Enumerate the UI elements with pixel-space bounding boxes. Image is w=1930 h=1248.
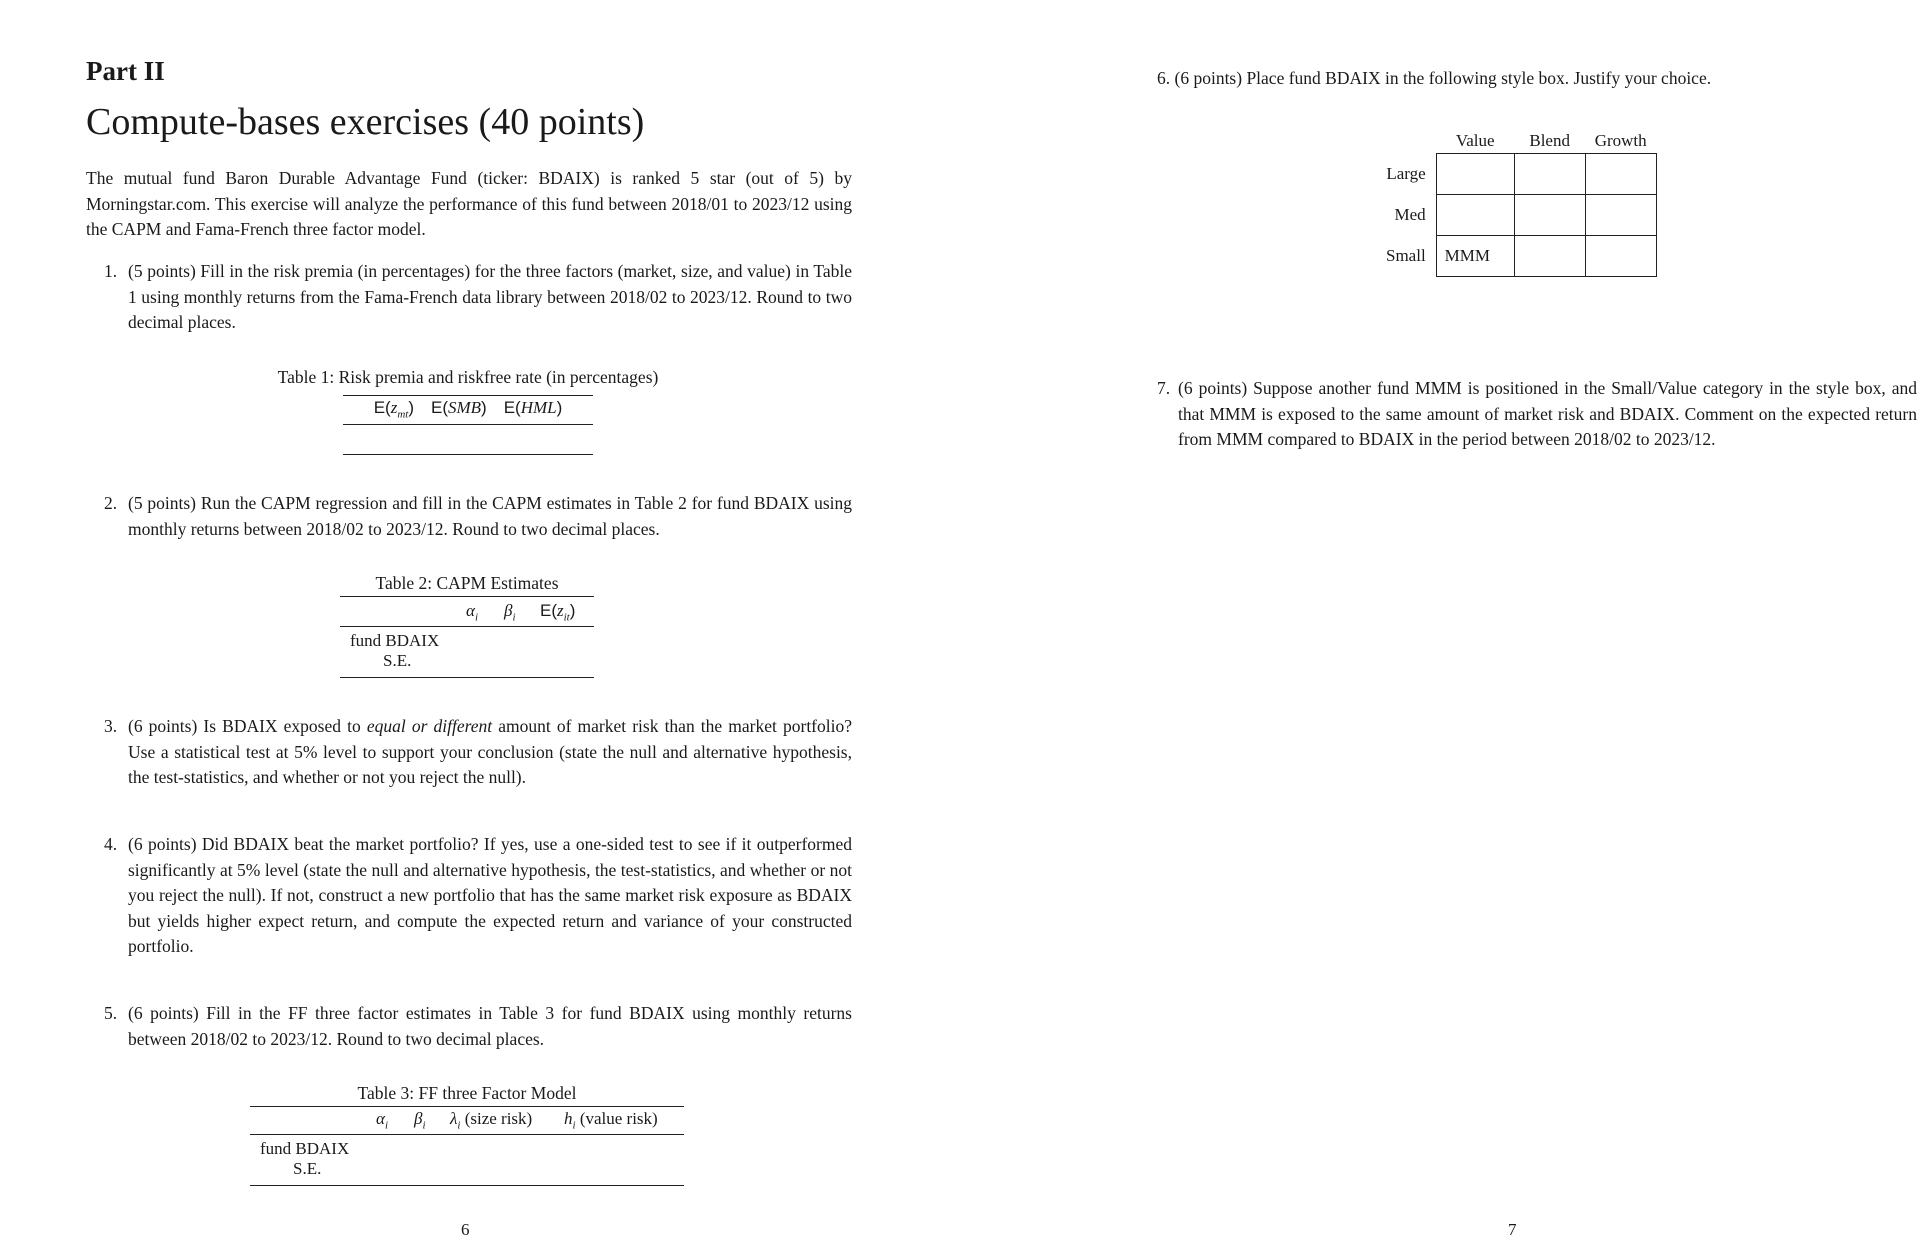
style-box-row-med — [1385, 195, 1656, 236]
table-3-header-alpha: $\alpha_i$ — [376, 1109, 388, 1132]
question-7-number: 7. — [1157, 378, 1171, 398]
table-3-top-rule — [250, 1106, 684, 1107]
question-3-text: (6 points) Is BDAIX exposed to equal or different amount of market risk than the market portfolio? Use a statistical test at 5% level to support your conclusion (state the null and alternative hypothesis, the test-statistics, and whether or not you reject the null). — [128, 716, 852, 787]
table-3-row-se: S.E. — [293, 1159, 322, 1178]
right-page — [965, 0, 1930, 1248]
question-7 — [1157, 376, 1917, 453]
question-3-number: 3. — [104, 716, 118, 736]
style-box-col-value: Value — [1455, 131, 1495, 150]
style-box-cell — [1514, 236, 1585, 277]
table-3-header-lambda: $\lambda_i$ (size risk) — [450, 1109, 533, 1132]
question-1 — [104, 259, 852, 336]
style-box-row-label: Small — [1386, 246, 1426, 265]
question-4-text: (6 points) Did BDAIX beat the market portfolio? If yes, use a one-sided test to see if it outperformed significantly at 5% level (state the null and alternative hypothesis, the test-statistics, and whether or not you reject the null). If not, construct a new portfolio that has the same market risk exposure as BDAIX but yields higher expect return, and compute the expected return and variance of your constructed portfolio. — [128, 834, 852, 956]
question-7-text: (6 points) Suppose another fund MMM is positioned in the Small/Value category in the style box, and that MMM is exposed to the same amount of market risk and BDAIX. Comment on the expected return from MMM compared to BDAIX in the period between 2018/02 to 2023/12. — [1178, 378, 1917, 449]
table-1-header-market: $E(z_{mt})$ — [373, 398, 414, 421]
table-1-header-smb: E(SMB) — [431, 398, 487, 417]
question-4 — [104, 832, 852, 960]
question-4-number: 4. — [104, 834, 118, 854]
page-number-right: 7 — [1508, 1220, 1517, 1239]
style-box — [1385, 129, 1657, 277]
question-5 — [104, 1001, 852, 1052]
style-box-cell — [1585, 195, 1656, 236]
style-box-col-blend: Blend — [1529, 131, 1570, 150]
table-1-header — [343, 398, 593, 420]
table-3-header-beta: $\beta_i$ — [414, 1109, 426, 1132]
style-box-row-small — [1385, 236, 1656, 277]
question-2-number: 2. — [104, 493, 118, 513]
question-5-number: 5. — [104, 1003, 118, 1023]
table-1-bottom-rule — [343, 454, 593, 455]
style-box-header-row — [1385, 129, 1656, 154]
question-1-text: (5 points) Fill in the risk premia (in percentages) for the three factors (market, size, and value) in Table 1 using monthly returns from the Fama-French data library between 2018/02 to 2023/12. Round to two decimal places. — [128, 261, 852, 332]
table-2-mid-rule — [340, 626, 594, 627]
question-6-text: (6 points) Place fund BDAIX in the following style box. Justify your choice. — [1174, 68, 1712, 88]
table-3-mid-rule — [250, 1134, 684, 1135]
style-box-cell — [1436, 195, 1514, 236]
style-box-row-label: Med — [1394, 205, 1426, 224]
table-3-header — [250, 1109, 684, 1133]
table-3-header-h: $h_i$ (value risk) — [564, 1109, 658, 1132]
style-box-cell — [1585, 236, 1656, 277]
table-1-top-rule — [343, 395, 593, 396]
table-3-bottom-rule — [250, 1185, 684, 1186]
style-box-col-growth: Growth — [1594, 131, 1647, 150]
question-2-text: (5 points) Run the CAPM regression and fill in the CAPM estimates in Table 2 for fund BDAIX using monthly returns between 2018/02 to 2023/12. Round to two decimal places. — [128, 493, 852, 539]
style-box-cell — [1514, 195, 1585, 236]
table-2-header-beta: $\beta_i$ — [504, 601, 516, 624]
style-box-cell — [1585, 154, 1656, 195]
table-2-header-alpha: $\alpha_i$ — [466, 601, 478, 624]
table-1-mid-rule — [343, 424, 593, 425]
question-2 — [104, 491, 852, 542]
style-box-row-large — [1385, 154, 1656, 195]
style-box-cell — [1514, 154, 1585, 195]
table-2-bottom-rule — [340, 677, 594, 678]
table-2-row-se: S.E. — [383, 651, 412, 670]
question-6-number: 6. — [1157, 68, 1171, 88]
table-2-caption: Table 2: CAPM Estimates — [375, 573, 559, 593]
table-2-header-expected: $E(z_{it})$ — [540, 601, 576, 624]
table-1-caption: Table 1: Risk premia and riskfree rate (in percentages) — [277, 367, 659, 387]
question-1-number: 1. — [104, 261, 118, 281]
style-box-row-label: Large — [1386, 164, 1426, 183]
table-3-caption: Table 3: FF three Factor Model — [357, 1083, 577, 1103]
intro-paragraph: The mutual fund Baron Durable Advantage Fund (ticker: BDAIX) is ranked 5 star (out of 5) by Morningstar.com. This exercise will analyze the performance of this fund between 2018/01 to 2023/12 using the CAPM and Fama-French three factor model. — [86, 168, 852, 239]
style-box-cell — [1436, 154, 1514, 195]
question-5-text: (6 points) Fill in the FF three factor estimates in Table 3 for fund BDAIX using monthly returns between 2018/02 to 2023/12. Round to two decimal places. — [128, 1003, 852, 1049]
table-1-header-hml: E(HML) — [503, 398, 563, 417]
style-box-cell-mmm: MMM — [1436, 236, 1514, 277]
table-3-row-fund: fund BDAIX — [260, 1139, 350, 1158]
section-heading: Compute-bases exercises (40 points) — [86, 101, 645, 143]
table-2-top-rule — [340, 596, 594, 597]
question-3 — [104, 714, 852, 791]
page-number-left: 6 — [461, 1220, 470, 1239]
table-2-header — [340, 601, 594, 625]
table-2-row-fund: fund BDAIX — [350, 631, 440, 650]
question-6 — [1157, 66, 1917, 92]
part-label: Part II — [86, 56, 165, 86]
